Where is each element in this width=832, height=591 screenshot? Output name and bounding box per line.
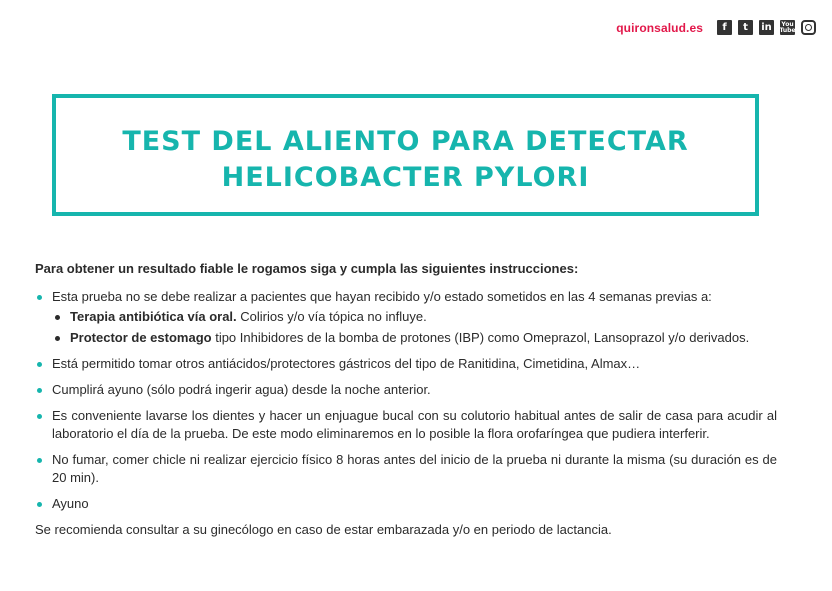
item-text: Ayuno [52,496,89,511]
list-item [35,407,777,443]
list-item [35,288,777,347]
sub-list [52,308,777,347]
linkedin-icon[interactable]: in [759,20,774,35]
intro-text: Para obtener un resultado fiable le rogamos siga y cumpla las siguientes instrucciones: [35,261,579,276]
title-line-2: HELICOBACTER PYLORI [221,162,590,193]
sub-item-text: tipo Inhibidores de la bomba de protones (IBP) como Omeprazol, Lansoprazol y/o derivados. [211,330,750,345]
youtube-icon[interactable]: You Tube [779,20,796,34]
title-line-1: TEST DEL ALIENTO PARA DETECTAR [122,126,689,157]
instructions [35,260,777,539]
title-box [52,94,759,216]
list-item [35,451,777,487]
footer-note: Se recomienda consultar a su ginecólogo en caso de estar embarazada y/o en periodo de lactancia. [35,522,612,537]
list-item [35,495,777,513]
instruction-list [35,288,777,513]
item-text: Cumplirá ayuno (sólo podrá ingerir agua) desde la noche anterior. [52,382,431,397]
item-text: Está permitido tomar otros antiácidos/protectores gástricos del tipo de Ranitidina, Cimetidina, Almax… [52,356,641,371]
sub-item-text: Colirios y/o vía tópica no influye. [236,309,427,324]
sub-list-item [52,329,777,347]
item-text: Esta prueba no se debe realizar a pacientes que hayan recibido y/o estado sometidos en las 4 semanas previas a: [52,289,712,304]
brand-link[interactable]: quironsalud.es [616,20,703,35]
sub-list-item [52,308,777,326]
facebook-icon[interactable]: f [717,20,732,35]
list-item [35,355,777,373]
list-item [35,381,777,399]
item-text: No fumar, comer chicle ni realizar ejercicio físico 8 horas antes del inicio de la prueba ni durante la misma (su duración es de 20 min). [52,452,777,485]
twitter-icon[interactable]: t [738,20,753,35]
instagram-icon[interactable] [801,20,816,35]
header-bar [616,20,816,35]
item-text: Es conveniente lavarse los dientes y hacer un enjuague bucal con su colutorio habitual antes de salir de casa para acudir al laboratorio el día de la prueba. De este modo eliminaremos en lo posible la flora orofaríngea que pudiera interferir. [52,408,777,441]
sub-item-bold: Terapia antibiótica vía oral. [70,309,237,324]
sub-item-bold: Protector de estomago [70,330,212,345]
